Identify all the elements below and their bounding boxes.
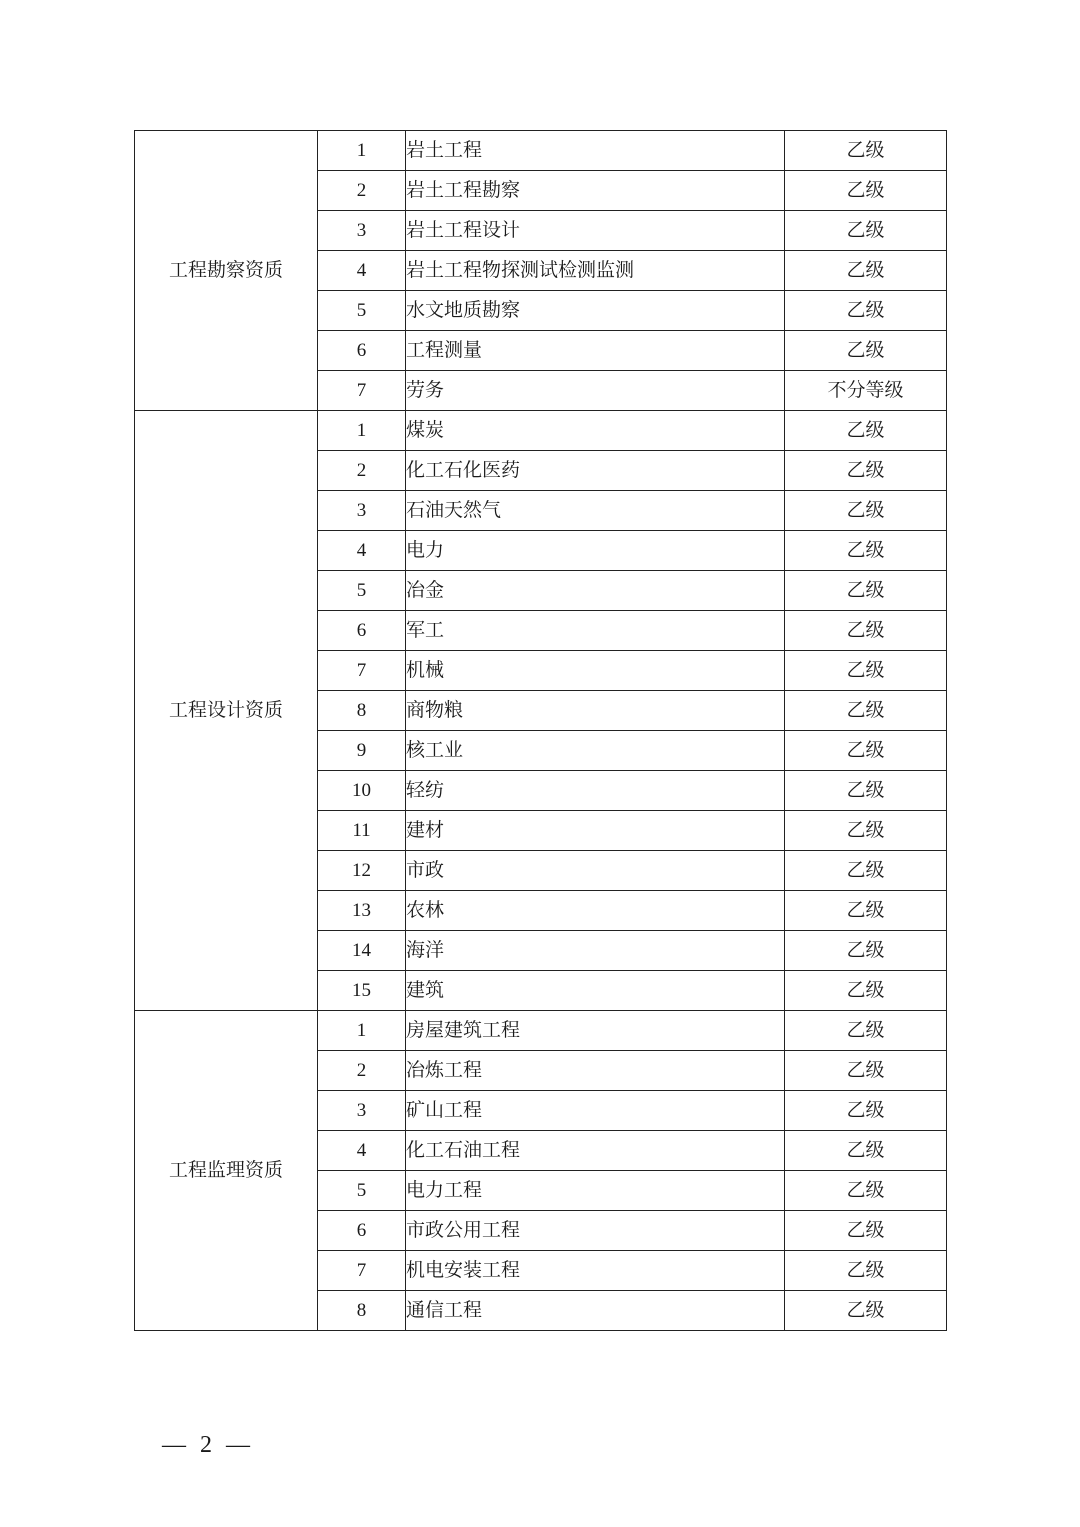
qualification-table-body [135,131,947,1331]
row-number-cell: 10 [318,771,406,811]
item-name-cell: 农林 [406,891,785,931]
row-number-cell: 3 [318,211,406,251]
item-name-cell: 冶金 [406,571,785,611]
row-number-cell: 7 [318,1251,406,1291]
row-number-cell: 6 [318,1211,406,1251]
item-name-cell: 岩土工程物探测试检测监测 [406,251,785,291]
row-number-cell: 11 [318,811,406,851]
grade-cell: 乙级 [785,1011,947,1051]
grade-cell: 不分等级 [785,371,947,411]
grade-cell: 乙级 [785,731,947,771]
grade-cell: 乙级 [785,891,947,931]
category-cell: 工程勘察资质 [135,131,318,411]
grade-cell: 乙级 [785,491,947,531]
item-name-cell: 军工 [406,611,785,651]
grade-cell: 乙级 [785,1251,947,1291]
grade-cell: 乙级 [785,1051,947,1091]
category-cell: 工程设计资质 [135,411,318,1011]
grade-cell: 乙级 [785,531,947,571]
grade-cell: 乙级 [785,771,947,811]
grade-cell: 乙级 [785,571,947,611]
row-number-cell: 6 [318,331,406,371]
grade-cell: 乙级 [785,251,947,291]
row-number-cell: 12 [318,851,406,891]
qualification-table [134,130,947,1331]
row-number-cell: 6 [318,611,406,651]
row-number-cell: 1 [318,411,406,451]
item-name-cell: 通信工程 [406,1291,785,1331]
page-number: — 2 — [162,1432,254,1458]
item-name-cell: 水文地质勘察 [406,291,785,331]
item-name-cell: 机电安装工程 [406,1251,785,1291]
row-number-cell: 9 [318,731,406,771]
row-number-cell: 4 [318,1131,406,1171]
grade-cell: 乙级 [785,1131,947,1171]
row-number-cell: 8 [318,1291,406,1331]
row-number-cell: 14 [318,931,406,971]
row-number-cell: 3 [318,491,406,531]
row-number-cell: 2 [318,451,406,491]
item-name-cell: 电力 [406,531,785,571]
table-row [135,131,947,171]
row-number-cell: 15 [318,971,406,1011]
grade-cell: 乙级 [785,651,947,691]
row-number-cell: 2 [318,171,406,211]
item-name-cell: 矿山工程 [406,1091,785,1131]
row-number-cell: 1 [318,1011,406,1051]
item-name-cell: 机械 [406,651,785,691]
row-number-cell: 5 [318,1171,406,1211]
item-name-cell: 劳务 [406,371,785,411]
table-row [135,1011,947,1051]
item-name-cell: 冶炼工程 [406,1051,785,1091]
row-number-cell: 5 [318,571,406,611]
item-name-cell: 建筑 [406,971,785,1011]
item-name-cell: 市政公用工程 [406,1211,785,1251]
item-name-cell: 房屋建筑工程 [406,1011,785,1051]
row-number-cell: 4 [318,531,406,571]
table-row [135,411,947,451]
item-name-cell: 海洋 [406,931,785,971]
row-number-cell: 4 [318,251,406,291]
grade-cell: 乙级 [785,291,947,331]
row-number-cell: 8 [318,691,406,731]
grade-cell: 乙级 [785,811,947,851]
grade-cell: 乙级 [785,1211,947,1251]
row-number-cell: 3 [318,1091,406,1131]
item-name-cell: 岩土工程勘察 [406,171,785,211]
row-number-cell: 7 [318,651,406,691]
grade-cell: 乙级 [785,611,947,651]
item-name-cell: 石油天然气 [406,491,785,531]
row-number-cell: 2 [318,1051,406,1091]
grade-cell: 乙级 [785,131,947,171]
grade-cell: 乙级 [785,331,947,371]
grade-cell: 乙级 [785,211,947,251]
grade-cell: 乙级 [785,171,947,211]
grade-cell: 乙级 [785,851,947,891]
grade-cell: 乙级 [785,1171,947,1211]
row-number-cell: 13 [318,891,406,931]
row-number-cell: 1 [318,131,406,171]
row-number-cell: 7 [318,371,406,411]
row-number-cell: 5 [318,291,406,331]
grade-cell: 乙级 [785,691,947,731]
item-name-cell: 核工业 [406,731,785,771]
item-name-cell: 建材 [406,811,785,851]
item-name-cell: 工程测量 [406,331,785,371]
item-name-cell: 轻纺 [406,771,785,811]
item-name-cell: 市政 [406,851,785,891]
grade-cell: 乙级 [785,451,947,491]
item-name-cell: 岩土工程设计 [406,211,785,251]
item-name-cell: 电力工程 [406,1171,785,1211]
item-name-cell: 化工石化医药 [406,451,785,491]
item-name-cell: 煤炭 [406,411,785,451]
grade-cell: 乙级 [785,1091,947,1131]
grade-cell: 乙级 [785,971,947,1011]
grade-cell: 乙级 [785,411,947,451]
grade-cell: 乙级 [785,1291,947,1331]
category-cell: 工程监理资质 [135,1011,318,1331]
item-name-cell: 岩土工程 [406,131,785,171]
item-name-cell: 化工石油工程 [406,1131,785,1171]
item-name-cell: 商物粮 [406,691,785,731]
grade-cell: 乙级 [785,931,947,971]
